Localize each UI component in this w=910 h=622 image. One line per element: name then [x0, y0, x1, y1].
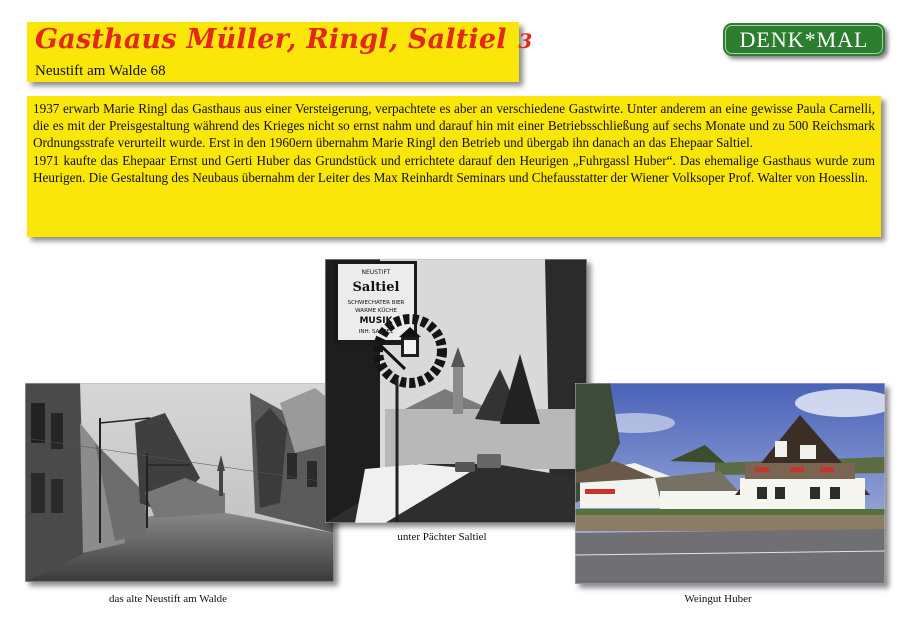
- sign-line-4: WARME KÜCHE: [355, 308, 397, 314]
- page-title: [35, 24, 532, 55]
- title-number: 3: [518, 29, 533, 53]
- caption-saltiel: unter Pächter Saltiel: [397, 531, 487, 543]
- description-paragraph-2: 1971 kaufte das Ehepaar Ernst und Gerti Huber das Grundstück und errichtete darauf den Heurigen „Fuhrgassl Huber“. Das ehemalige Gasthaus wurde zum Heurigen. Die Gestaltung des Neubaus übernahm der Leiter des Max Reinhardt Seminars und Chefausstatter der Wiener Volksoper Prof. Walter von Hoesslin.: [33, 152, 875, 185]
- logo-text: DENK*MAL: [739, 26, 869, 52]
- sign-line-1: NEUSTIFT: [361, 269, 391, 276]
- caption-old-street: das alte Neustift am Walde: [108, 593, 228, 605]
- sign-line-6: INH. SALTIEL: [358, 329, 394, 335]
- photo-saltiel: [325, 259, 587, 523]
- photo-old-street-image: [25, 383, 334, 582]
- page-subtitle: Neustift am Walde 68: [35, 63, 166, 79]
- photo-saltiel-image: [325, 259, 587, 523]
- title-text: Gasthaus Müller, Ringl, Saltiel: [35, 24, 507, 55]
- title-box: [27, 22, 533, 82]
- description-paragraph-1: 1937 erwarb Marie Ringl das Gasthaus aus einer Versteigerung, verpachtete es aber an verschiedene Gastwirte. Unter anderem an eine gewisse Paula Carnelli, die es mit der Preisgestaltung während des Krieges nicht so ernst nahm und darauf hin mit einer Betriebsschließung auf sechs Monate und zu 500 Reichsmark Ordnungsstrafe verurteilt wurde. Erst in den 1960ern übernahm Marie Ringl den Betrieb und übergab ihn danach an das Ehepaar Saltiel.: [33, 101, 875, 151]
- sign-line-2: Saltiel: [352, 280, 400, 295]
- photo-old-street: [25, 383, 334, 582]
- photo-weingut-huber: [575, 383, 885, 584]
- sign-line-5: MUSIK: [359, 316, 393, 326]
- photo-weingut-huber-image: [575, 383, 885, 584]
- denkmal-logo: [723, 23, 885, 56]
- description-box: [27, 96, 881, 237]
- sign-line-3: SCHWECHATER BIER: [347, 300, 405, 306]
- caption-weingut-huber: Weingut Huber: [684, 593, 752, 605]
